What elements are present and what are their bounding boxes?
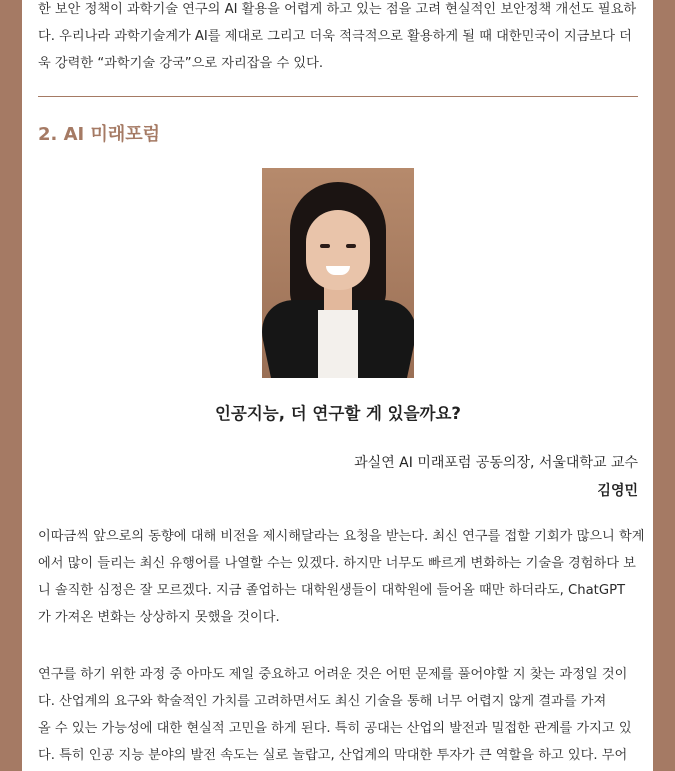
text-line: 연구를 하기 위한 과정 중 아마도 제일 중요하고 어려운 것은 어떤 문제를 풀어야할 지 찾는 과정일 것이 [38,667,628,682]
text-line: 올 수 있는 가능성에 대한 현실적 고민을 하게 된다. 특히 공대는 산업의 발전과 밀접한 관계를 가지고 있 [38,721,632,736]
body-paragraph-1 [38,523,645,631]
text-line: 다. 특히 인공 지능 분야의 발전 속도는 실로 놀랍고, 산업계의 막대한 투자가 큰 역할을 하고 있다. 무어 [38,748,628,763]
author-affiliation: 과실연 AI 미래포럼 공동의장, 서울대학교 교수 [354,455,638,471]
document-page [22,0,653,771]
body-paragraph-2 [38,661,638,769]
author-photo [262,168,414,378]
text-line: 다. 산업계의 요구와 학술적인 가치를 고려하면서도 최신 기술을 통해 너무 어렵지 않게 결과를 가져 [38,694,607,709]
author-name: 김영민 [597,483,638,499]
text-line: 에서 많이 들리는 최신 유행어를 나열할 수는 있겠다. 하지만 너무도 빠르게 변화하는 기술을 경험하다 보 [38,556,636,571]
text-line: 가 가져온 변화는 상상하지 못했을 것이다. [38,610,280,625]
text-line: 이따금씩 앞으로의 동향에 대해 비전을 제시해달라는 요청을 받는다. 최신 연구를 접할 기회가 많으니 학계 [38,529,645,544]
text-line: 니 솔직한 심정은 잘 모르겠다. 지금 졸업하는 대학원생들이 대학원에 들어올 때만 하더라도, ChatGPT [38,583,626,598]
text-line: 한 보안 정책이 과학기술 연구의 AI 활용을 어렵게 하고 있는 점을 고려 현실적인 보안정책 개선도 필요하 [38,2,637,17]
text-line: 욱 강력한 “과학기술 강국”으로 자리잡을 수 있다. [38,56,324,71]
section-title: 2. AI 미래포럼 [38,124,161,145]
article-title: 인공지능, 더 연구할 게 있을까요? [214,404,462,423]
intro-paragraph [38,0,638,77]
text-line: 다. 우리나라 과학기술계가 AI를 제대로 그리고 더욱 적극적으로 활용하게 될 때 대한민국이 지금보다 더 [38,29,632,44]
section-divider [38,96,638,97]
